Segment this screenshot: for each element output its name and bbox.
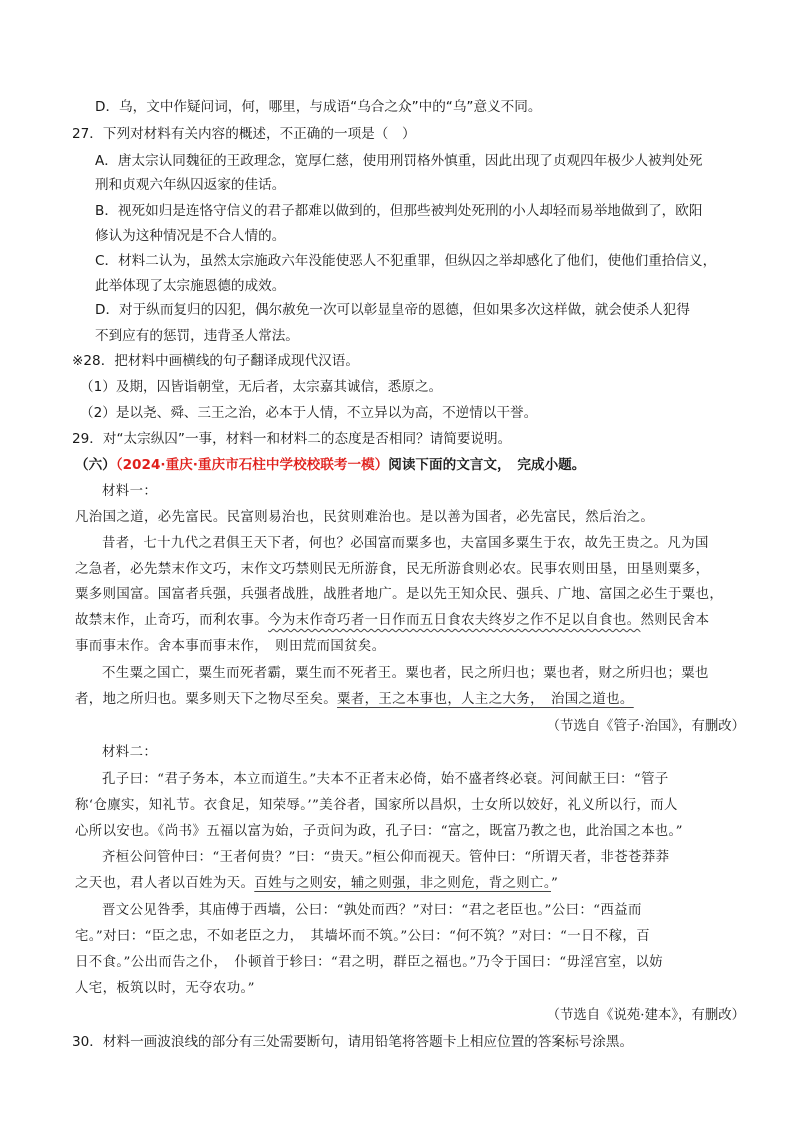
wavy-underlined-sentence: 今为末作奇巧者一日作而五日食农夫终岁之作不足以自食也。 (268, 613, 641, 628)
q28-sentence-2: （2）是以尧、舜、三王之治，必本于人情，不立异以为高，不逆情以干誉。 (80, 405, 538, 421)
material1-para2-line5: 事而事末作。舍本事而事末作， 则田荒而国贫矣。 (75, 639, 386, 654)
q28-stem: ※28．把材料中画横线的句子翻译成现代汉语。 (72, 353, 359, 369)
material2-para3-line2: 宅。”对曰：“臣之忠，不如老臣之力， 其墙坏而不筑。”公曰：“何不筑？”对曰：“一日不稼，百 (75, 929, 650, 944)
material2-para1-line1: 孔子曰：“君子务本，本立而道生。”夫本不正者末必倚，始不盛者终必衰。河间献王曰：“管子 (102, 772, 669, 787)
q27-option-c-line2: 此举体现了太宗施恩德的成效。 (95, 278, 286, 294)
material2-para2-line1: 齐桓公问管仲曰：“王者何贵？”曰：“贵天。”桓公仰而视天。管仲曰：“所谓天者，非苍苍莽莽 (102, 850, 670, 865)
text-run: ” (550, 876, 559, 891)
material1-para1: 凡治国之道，必先富民。民富则易治也，民贫则难治也。是以善为国者，必先富民，然后治之。 (75, 510, 655, 525)
q29-stem: 29．对“太宗纵囚”一事，材料一和材料二的态度是否相同？请简要说明。 (72, 431, 512, 447)
material1-label: 材料一： (102, 484, 158, 499)
material2-para3-line4: 人宅，板筑以时，无夺农功。” (75, 981, 255, 996)
q27-option-c-line1: C．材料二认为，虽然太宗施政六年没能使恶人不犯重罪，但纵囚之举却感化了他们，使他们重拾信义， (95, 253, 717, 269)
material2-label: 材料二： (102, 745, 158, 760)
underlined-sentence: 百姓与之则安，辅之则强，非之则危，背之则亡。 (254, 876, 551, 891)
section-number: （六） (75, 457, 116, 473)
material1-source: （节选自《管子·治国》，有删改） (546, 719, 745, 734)
q26-option-d: D．乌，文中作疑问词，何，哪里，与成语“乌合之众”中的“乌”意义不同。 (95, 99, 542, 115)
q27-option-d-line1: D．对于纵而复归的囚犯，偶尔赦免一次可以彰显皇帝的恩德，但如果多次这样做，就会使杀人犯得 (95, 302, 690, 318)
q27-option-d-line2: 不到应有的惩罚，违背圣人常法。 (95, 328, 299, 344)
text-run: 者，地之所归也。粟多则天下之物尽至矣。 (75, 692, 338, 707)
q27-option-a-line2: 刑和贞观六年纵囚返家的佳话。 (95, 177, 286, 193)
q27-stem: 27．下列对材料有关内容的概述，不正确的一项是（ ） (72, 126, 416, 142)
q28-sentence-1: （1）及期，囚皆诣朝堂，无后者，太宗嘉其诚信，悉原之。 (80, 379, 443, 395)
q27-option-a-line1: A．唐太宗认同魏征的王政理念，宽厚仁慈，使用刑罚格外慎重，因此出现了贞观四年极少人被判处死 (95, 153, 703, 169)
material1-para2-line4 (75, 611, 709, 631)
section-instruction: 阅读下面的文言文， 完成小题。 (388, 457, 586, 473)
material2-para2-line2 (75, 874, 558, 894)
material2-para3-line3: 日不食。”公出而告之仆， 仆顿首于轸曰：“君之明，群臣之福也。”乃令于国曰：“毋淫宫室，以妨 (75, 955, 664, 970)
material2-source: （节选自《说苑·建本》，有删改） (546, 1008, 745, 1023)
material1-para2-line2: 之急者，必先禁末作文巧，末作文巧禁则民无所游食，民无所游食则必农。民事农则田垦，田垦则粟多， (75, 562, 710, 577)
section-six-header (75, 455, 585, 475)
q27-option-b-line1: B．视死如归是连恪守信义的君子都难以做到的，但那些被判处死刑的小人却轻而易举地做到了，欧阳 (95, 203, 703, 219)
material2-para3-line1: 晋文公见咎季，其庙傅于西墙，公曰：“孰处而西？”对曰：“君之老臣也。”公曰：“西益而 (102, 903, 642, 918)
underlined-sentence: 粟者，王之本事也，人主之大务， 治国之道也。 (337, 692, 634, 707)
material1-para3-line1: 不生粟之国亡，粟生而死者霸，粟生而不死者王。粟也者，民之所归也；粟也者，财之所归也；粟也 (102, 666, 709, 681)
material2-para1-line2: 称‘仓廪实，知礼节。衣食足，知荣辱。’”美谷者，国家所以昌炽，士女所以姣好，礼义所以行，而人 (75, 798, 678, 813)
text-run: 之天也，君人者以百姓为天。 (75, 876, 255, 891)
text-run: 然则民舍本 (640, 613, 710, 628)
text-run: 故禁末作，止奇巧，而利农事。 (75, 613, 269, 628)
q30-stem: 30．材料一画波浪线的部分有三处需要断句，请用铅笔将答题卡上相应位置的答案标号涂黑。 (72, 1034, 634, 1050)
material1-para3-line2 (75, 690, 634, 710)
q27-option-b-line2: 修认为这种情况是不合人情的。 (95, 228, 286, 244)
material1-para2-line1: 昔者，七十九代之君俱王天下者，何也？必国富而粟多也，夫富国多粟生于农，故先王贵之。凡为国 (102, 536, 709, 551)
material2-para1-line3: 心所以安也。《尚书》五福以富为始，子贡问为政，孔子曰：“富之，既富乃教之也，此治国之本也。” (75, 824, 683, 839)
material1-para2-line3: 粟多则国富。国富者兵强，兵强者战胜，战胜者地广。是以先王知众民、强兵、广地、富国之必生于粟也， (75, 587, 724, 602)
exam-source: （2024·重庆·重庆市石柱中学校校联考一模） (115, 457, 389, 473)
